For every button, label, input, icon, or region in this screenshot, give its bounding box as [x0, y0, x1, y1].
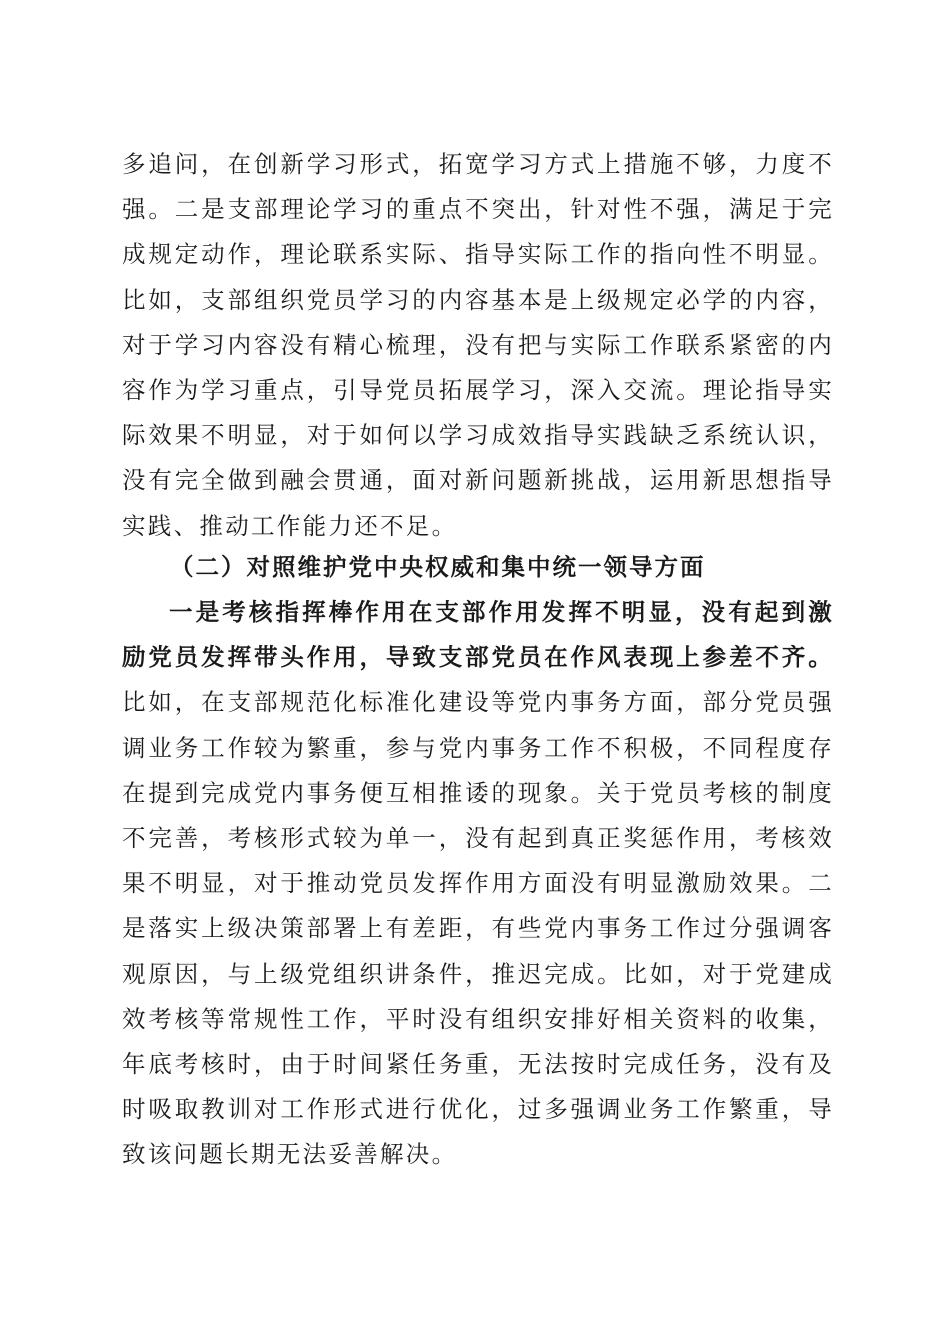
body-paragraph-1: 多追问，在创新学习形式，拓宽学习方式上措施不够，力度不强。二是支部理论学习的重点不突出，针对性不强，满足于完成规定动作，理论联系实际、指导实际工作的指向性不明显。比如，支部组织党员学习的内容基本是上级规定必学的内容，对于学习内容没有精心梳理，没有把与实际工作联系紧密的内容作为学习重点，引导党员拓展学习，深入交流。理论指导实际效果不明显，对于如何以学习成效指导实践缺乏系统认识，没有完全做到融会贯通，面对新问题新挑战，运用新思想指导实践、推动工作能力还不足。 [122, 150, 834, 540]
paragraph-2-lead-sentence: 一是考核指挥棒作用在支部作用发挥不明显，没有起到激励党员发挥带头作用，导致支部党员在作风表现上参差不齐。 [122, 598, 834, 672]
paragraph-2-body-text: 比如，在支部规范化标准化建设等党内事务方面，部分党员强调业务工作较为繁重，参与党内事务工作不积极，不同程度存在提到完成党内事务便互相推诿的现象。关于党员考核的制度不完善，考核形式较为单一，没有起到真正奖惩作用，考核效果不明显，对于推动党员发挥作用方面没有明显激励效果。二是落实上级决策部署上有差距，有些党内事务工作过分强调客观原因，与上级党组织讲条件，推迟完成。比如，对于党建成效考核等常规性工作，平时没有组织安排好相关资料的收集，年底考核时，由于时间紧任务重，无法按时完成任务，没有及时吸取教训对工作形式进行优化，过多强调业务工作繁重，导致该问题长期无法妥善解决。 [122, 688, 834, 1169]
section-heading: （二）对照维护党中央权威和集中统一领导方面 [170, 553, 706, 581]
body-paragraph-2 [122, 590, 834, 1178]
